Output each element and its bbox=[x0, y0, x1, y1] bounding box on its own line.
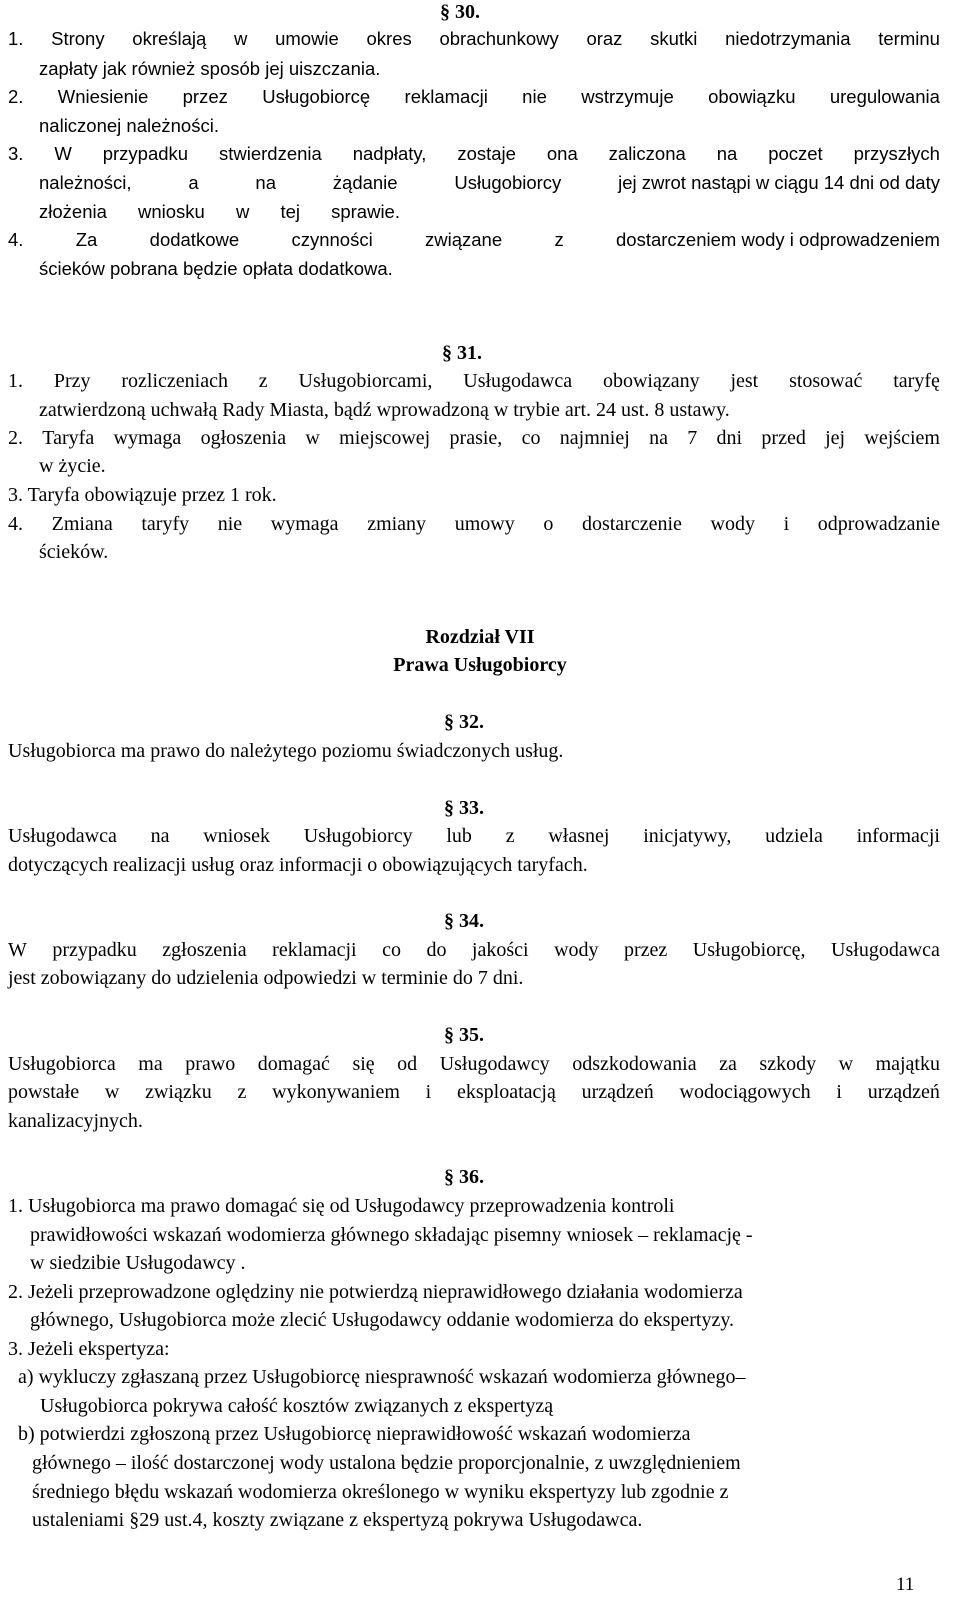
word: a bbox=[188, 172, 199, 193]
word: z bbox=[554, 229, 564, 250]
word: i bbox=[836, 1081, 842, 1103]
word: zostaje bbox=[457, 143, 516, 164]
word: na bbox=[150, 825, 170, 847]
word: Usługobiorcę bbox=[262, 86, 371, 107]
section-34-heading: § 34. bbox=[444, 910, 484, 932]
word: obowiązku bbox=[708, 86, 796, 107]
word: 1. bbox=[8, 370, 23, 392]
word: się bbox=[352, 1053, 375, 1075]
word: eksploatacją bbox=[457, 1081, 556, 1103]
word: miejscowej bbox=[339, 427, 431, 449]
s30-item3-line2 bbox=[39, 174, 940, 193]
word: za bbox=[719, 1053, 737, 1075]
chapter-title: Prawa Usługobiorcy bbox=[393, 654, 567, 676]
s33-line1 bbox=[8, 826, 940, 846]
word: nadpłaty, bbox=[352, 143, 427, 164]
word: związane bbox=[425, 229, 503, 250]
word: oraz bbox=[586, 28, 623, 49]
page-number: 11 bbox=[896, 1574, 915, 1595]
word: najmniej bbox=[559, 427, 630, 449]
word: Usługodawca bbox=[8, 825, 117, 847]
word: 7 bbox=[687, 427, 698, 449]
word: przyszłych bbox=[853, 143, 940, 164]
word: sprawie. bbox=[331, 201, 400, 222]
word: terminu bbox=[878, 28, 940, 49]
s30-item1-line2: zapłaty jak również sposób jej uiszczania. bbox=[39, 58, 381, 79]
word: Usługobiorca bbox=[8, 1053, 116, 1075]
word: reklamacji bbox=[272, 939, 357, 961]
s31-item2-line1 bbox=[8, 428, 940, 448]
word: związku bbox=[145, 1081, 212, 1103]
s36-point-b-line3: średniego błędu wskazań wodomierza określonego w wyniku ekspertyzy lub zgodnie z bbox=[32, 1481, 729, 1503]
word: urządzeń bbox=[581, 1081, 654, 1103]
word: poczet bbox=[768, 143, 823, 164]
s36-point-b-line1: b) potwierdzi zgłoszoną przez Usługobiorcę nieprawidłowość wskazań wodomierza bbox=[18, 1423, 691, 1445]
word: Usługobiorcy bbox=[303, 825, 413, 847]
word: Taryfa bbox=[42, 427, 95, 449]
word: o bbox=[543, 513, 554, 535]
word: z bbox=[237, 1081, 247, 1103]
word: szkody bbox=[759, 1053, 817, 1075]
word: odszkodowania bbox=[572, 1053, 697, 1075]
word: urządzeń bbox=[867, 1081, 940, 1103]
word: i bbox=[783, 513, 790, 535]
word: inicjatywy, bbox=[643, 825, 732, 847]
word: domagać bbox=[257, 1053, 330, 1075]
word: okres bbox=[366, 28, 412, 49]
word: na bbox=[255, 172, 276, 193]
s31-item4-line1 bbox=[8, 514, 940, 534]
word: jest bbox=[730, 370, 759, 392]
s30-item3-line1 bbox=[8, 145, 940, 164]
s36-point-a-line2: Usługobiorca pokrywa całość kosztów związanych z ekspertyzą bbox=[40, 1395, 554, 1417]
word: wniosek bbox=[203, 825, 270, 847]
s31-item2-line2: w życie. bbox=[39, 455, 106, 477]
s30-item4-line1 bbox=[8, 231, 940, 250]
word: stwierdzenia bbox=[218, 143, 322, 164]
word: co bbox=[521, 427, 541, 449]
word: reklamacji bbox=[404, 86, 488, 107]
s36-item1-line1: 1. Usługobiorca ma prawo domagać się od Usługodawcy przeprowadzenia kontroli bbox=[8, 1195, 675, 1217]
word: W bbox=[8, 939, 27, 961]
word: umowy bbox=[454, 513, 515, 535]
word: Usługobiorcy bbox=[454, 172, 562, 193]
word: wody bbox=[710, 513, 755, 535]
word: w bbox=[838, 1053, 854, 1075]
word: majątku bbox=[875, 1053, 940, 1075]
word: wymaga bbox=[270, 513, 339, 535]
word: dni bbox=[716, 427, 743, 449]
s36-item1-line2: prawidłowości wskazań wodomierza głównego składając pisemny wniosek – reklamację - bbox=[30, 1224, 753, 1246]
word: z bbox=[505, 825, 515, 847]
word: lub bbox=[446, 825, 472, 847]
s31-item1-line1 bbox=[8, 371, 940, 391]
word: nie bbox=[522, 86, 547, 107]
word: jej bbox=[825, 427, 846, 449]
word: jakości bbox=[471, 939, 529, 961]
word: wniosku bbox=[138, 201, 205, 222]
word: w bbox=[234, 28, 248, 49]
word: taryfę bbox=[893, 370, 940, 392]
word: złożenia bbox=[39, 201, 107, 222]
s30-item3-line3 bbox=[39, 203, 400, 222]
word: W bbox=[54, 143, 72, 164]
word: przez bbox=[182, 86, 228, 107]
s34-line1 bbox=[8, 940, 940, 960]
word: na bbox=[716, 143, 738, 164]
section-33-heading: § 33. bbox=[444, 797, 484, 819]
section-30-heading: § 30. bbox=[440, 1, 480, 23]
word: udziela bbox=[765, 825, 823, 847]
word: umowie bbox=[275, 28, 339, 49]
word: zmiany bbox=[367, 513, 427, 535]
word: co bbox=[382, 939, 401, 961]
word: Strony bbox=[51, 28, 105, 49]
word: wykonywaniem bbox=[272, 1081, 400, 1103]
word: w bbox=[305, 427, 320, 449]
word: Usługodawca bbox=[831, 939, 940, 961]
word: ona bbox=[546, 143, 578, 164]
s34-line2: jest zobowiązany do udzielenia odpowiedzi w terminie do 7 dni. bbox=[8, 967, 524, 989]
word: 3. bbox=[8, 143, 24, 164]
section-31-heading: § 31. bbox=[442, 342, 482, 364]
word: wejściem bbox=[864, 427, 940, 449]
word: na bbox=[649, 427, 668, 449]
word: żądanie bbox=[332, 172, 398, 193]
word: w bbox=[235, 201, 250, 222]
word: czynności bbox=[291, 229, 373, 250]
word: obrachunkowy bbox=[439, 28, 559, 49]
word: uregulowania bbox=[829, 86, 940, 107]
word: prawo bbox=[185, 1053, 236, 1075]
s30-item1-line1 bbox=[8, 30, 940, 49]
word: ma bbox=[138, 1053, 163, 1075]
s33-line2: dotyczących realizacji usług oraz informacji o obowiązujących taryfach. bbox=[8, 854, 588, 876]
word: przez bbox=[624, 939, 668, 961]
s31-item4-line2: ścieków. bbox=[39, 541, 109, 563]
word: obowiązany bbox=[602, 370, 700, 392]
s30-item2-line2: naliczonej należności. bbox=[39, 115, 219, 136]
word: 2. bbox=[8, 427, 23, 449]
s36-item2-line2: głównego, Usługobiorca może zlecić Usługodawcy oddanie wodomierza do ekspertyzy. bbox=[30, 1309, 735, 1331]
word: 2. bbox=[8, 86, 24, 107]
word: własnej bbox=[548, 825, 610, 847]
s36-item2-line1: 2. Jeżeli przeprowadzone oględziny nie potwierdzą nieprawidłowego działania wodomierza bbox=[8, 1281, 743, 1303]
word: zgłoszenia bbox=[162, 939, 247, 961]
section-32-heading: § 32. bbox=[444, 711, 484, 733]
s32-text: Usługobiorca ma prawo do należytego poziomu świadczonych usług. bbox=[8, 740, 564, 762]
section-36-heading: § 36. bbox=[444, 1166, 484, 1188]
word: wody bbox=[554, 939, 599, 961]
word: rozliczeniach bbox=[121, 370, 228, 392]
word: informacji bbox=[856, 825, 940, 847]
word: powstałe bbox=[8, 1081, 80, 1103]
word: z bbox=[258, 370, 268, 392]
word: jej zwrot nastąpi w ciągu 14 dni od daty bbox=[618, 172, 940, 193]
word: prasie, bbox=[449, 427, 503, 449]
word: Zmiana bbox=[51, 513, 113, 535]
s31-item1-line2: zatwierdzoną uchwałą Rady Miasta, bądź wprowadzoną w trybie art. 24 ust. 8 ustawy. bbox=[39, 399, 730, 421]
word: od bbox=[397, 1053, 418, 1075]
word: wymaga bbox=[113, 427, 182, 449]
s36-item3: 3. Jeżeli ekspertyza: bbox=[8, 1338, 170, 1360]
word: przypadku bbox=[52, 939, 137, 961]
word: należności, bbox=[39, 172, 132, 193]
s30-item4-line2: ścieków pobrana będzie opłata dodatkowa. bbox=[39, 258, 393, 279]
word: wstrzymuje bbox=[581, 86, 674, 107]
word: niedotrzymania bbox=[725, 28, 851, 49]
word: i bbox=[425, 1081, 432, 1103]
section-35-heading: § 35. bbox=[444, 1024, 484, 1046]
word: tej bbox=[280, 201, 300, 222]
word: taryfy bbox=[141, 513, 190, 535]
word: dostarczeniem wody i odprowadzeniem bbox=[616, 229, 940, 250]
word: przed bbox=[761, 427, 806, 449]
s36-point-b-line2: głównego – ilość dostarczonej wody ustalona będzie proporcjonalnie, z uwzględnieniem bbox=[32, 1452, 741, 1474]
word: odprowadzanie bbox=[817, 513, 940, 535]
word: Wniesienie bbox=[57, 86, 149, 107]
word: wodociągowych bbox=[679, 1081, 811, 1103]
s36-item1-line3: w siedzibie Usługodawcy . bbox=[30, 1252, 246, 1274]
s35-line3: kanalizacyjnych. bbox=[8, 1110, 143, 1132]
s36-point-b-line4: ustaleniami §29 ust.4, koszty związane z ekspertyzą pokrywa Usługodawca. bbox=[32, 1509, 643, 1531]
word: Usługodawca bbox=[463, 370, 573, 392]
word: dodatkowe bbox=[149, 229, 240, 250]
word: 4. bbox=[8, 513, 23, 535]
word: Za bbox=[75, 229, 98, 250]
word: przypadku bbox=[102, 143, 189, 164]
word: w bbox=[104, 1081, 120, 1103]
s35-line2 bbox=[8, 1082, 940, 1102]
s30-item2-line1 bbox=[8, 88, 940, 107]
word: nie bbox=[217, 513, 243, 535]
word: ogłoszenia bbox=[200, 427, 287, 449]
word: Przy bbox=[53, 370, 91, 392]
word: stosować bbox=[789, 370, 863, 392]
word: Usługobiorcami, bbox=[298, 370, 433, 392]
word: Usługodawcy bbox=[439, 1053, 550, 1075]
word: 4. bbox=[8, 229, 24, 250]
chapter-number: Rozdział VII bbox=[425, 626, 535, 648]
word: 1. bbox=[8, 28, 24, 49]
word: do bbox=[426, 939, 447, 961]
word: dostarczenie bbox=[581, 513, 682, 535]
word: skutki bbox=[650, 28, 698, 49]
word: Usługobiorcę, bbox=[692, 939, 806, 961]
word: określają bbox=[132, 28, 207, 49]
s35-line1 bbox=[8, 1054, 940, 1074]
s36-point-a-line1: a) wykluczy zgłaszaną przez Usługobiorcę niesprawność wskazań wodomierza głównego– bbox=[18, 1366, 746, 1388]
word: zaliczona bbox=[608, 143, 686, 164]
s31-item3: 3. Taryfa obowiązuje przez 1 rok. bbox=[8, 484, 277, 506]
